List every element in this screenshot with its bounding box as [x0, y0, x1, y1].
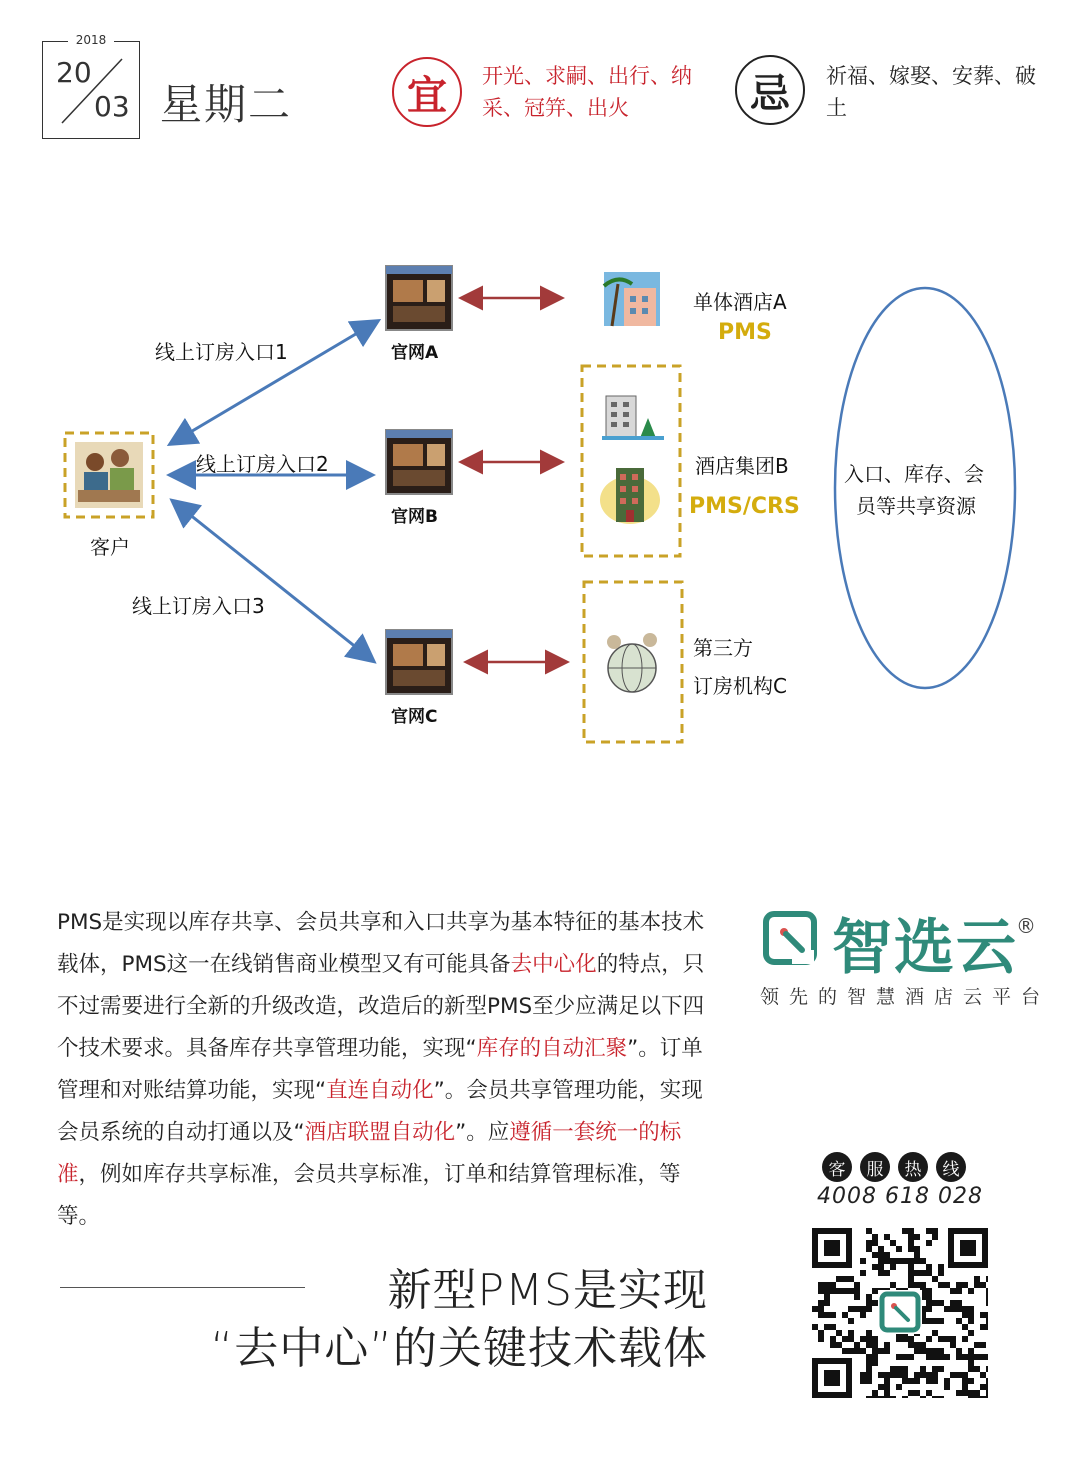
auspicious-seal: 宜 — [392, 57, 462, 127]
third-party-label-2: 订房机构C — [693, 674, 787, 698]
third-party-label-1: 第三方 — [693, 636, 753, 660]
article-text: ”。会员共享管理功能，实现会员系统的自动打通以及“ — [57, 1078, 703, 1145]
article-highlight: 遵循一套统一的标准 — [57, 1120, 682, 1187]
weekday: 星期二 — [160, 80, 293, 129]
globe-icon — [607, 633, 657, 692]
website-c-thumb — [386, 630, 452, 694]
customer-node — [65, 433, 153, 517]
article-highlight: 直连自动化 — [326, 1078, 434, 1103]
article-highlight: 去中心化 — [510, 952, 597, 977]
website-a-thumb — [386, 266, 452, 330]
hotel-group-b-box — [582, 366, 680, 556]
hotel-building-icon — [602, 396, 664, 440]
shared-resources-label-1: 入口、库存、会 — [844, 462, 984, 486]
hotel-b-label: 酒店集团B — [695, 454, 789, 478]
brand-tagline: 领先的智慧酒店云平台 — [760, 986, 1051, 1008]
hotline-char: 线 — [936, 1152, 966, 1182]
article-text: PMS是实现以库存共享、会员共享和入口共享为基本特征的基本技术载体，PMS这一在线销售商业模型又有可能具备 — [57, 910, 705, 977]
site-a-label: 官网A — [391, 343, 439, 363]
site-c-label: 官网C — [391, 707, 438, 727]
hotline-char: 热 — [898, 1152, 928, 1182]
article-text: ”。应 — [455, 1120, 510, 1145]
shared-resources-label-2: 员等共享资源 — [856, 494, 976, 518]
customer-label: 客户 — [90, 535, 130, 559]
inauspicious-activities: 祈福、嫁娶、安葬、破土 — [826, 64, 1036, 120]
hotline-title — [822, 1152, 966, 1182]
hotline-phone[interactable]: 4008 618 028 — [817, 1184, 983, 1209]
auspicious-activities: 开光、求嗣、出行、纳采、冠笄、出火 — [482, 64, 692, 120]
headline-line-2: “去中心”的关键技术载体 — [210, 1323, 708, 1374]
headline-line-1: 新型PMS是实现 — [387, 1265, 708, 1316]
date-day: 20 — [56, 56, 92, 89]
arrow-entry-3 — [174, 502, 372, 660]
entry-2-label: 线上订房入口2 — [196, 452, 329, 476]
article-highlight: 酒店联盟自动化 — [304, 1120, 456, 1145]
headline — [140, 1262, 708, 1378]
shared-resources-ellipse — [835, 288, 1015, 688]
hotel-tower-icon — [600, 468, 660, 524]
hotel-a-system: PMS — [718, 320, 772, 345]
entry-1-label: 线上订房入口1 — [155, 340, 288, 364]
date-year: 2018 — [68, 33, 114, 47]
site-b-label: 官网B — [391, 507, 438, 527]
article-text: 的特点，只不过需要进行全新的升级改造，改造后的新型PMS至少应满足以下四个技术要求。具备库存共享管理功能，实现“ — [57, 952, 705, 1061]
qr-code-icon[interactable] — [812, 1228, 988, 1398]
website-b-thumb — [386, 430, 452, 494]
booking-diagram — [0, 250, 1080, 750]
registered-mark: ® — [1016, 914, 1036, 938]
date-month: 03 — [94, 90, 130, 123]
brand-logo-icon — [762, 910, 818, 966]
article-body — [57, 902, 717, 1238]
brand-name: 智选云 — [832, 913, 1018, 983]
hotel-a-label: 单体酒店A — [693, 290, 787, 314]
hotel-a-icon — [604, 272, 660, 326]
inauspicious-seal: 忌 — [735, 55, 805, 125]
hotline-char: 服 — [860, 1152, 890, 1182]
article-highlight: 库存的自动汇聚 — [476, 1036, 628, 1061]
hotline-char: 客 — [822, 1152, 852, 1182]
hotel-b-system: PMS/CRS — [689, 494, 800, 519]
entry-3-label: 线上订房入口3 — [132, 594, 265, 618]
article-text: ，例如库存共享标准，会员共享标准，订单和结算管理标准，等等。 — [57, 1162, 681, 1229]
article-text: ”。订单管理和对账结算功能，实现“ — [57, 1036, 703, 1103]
